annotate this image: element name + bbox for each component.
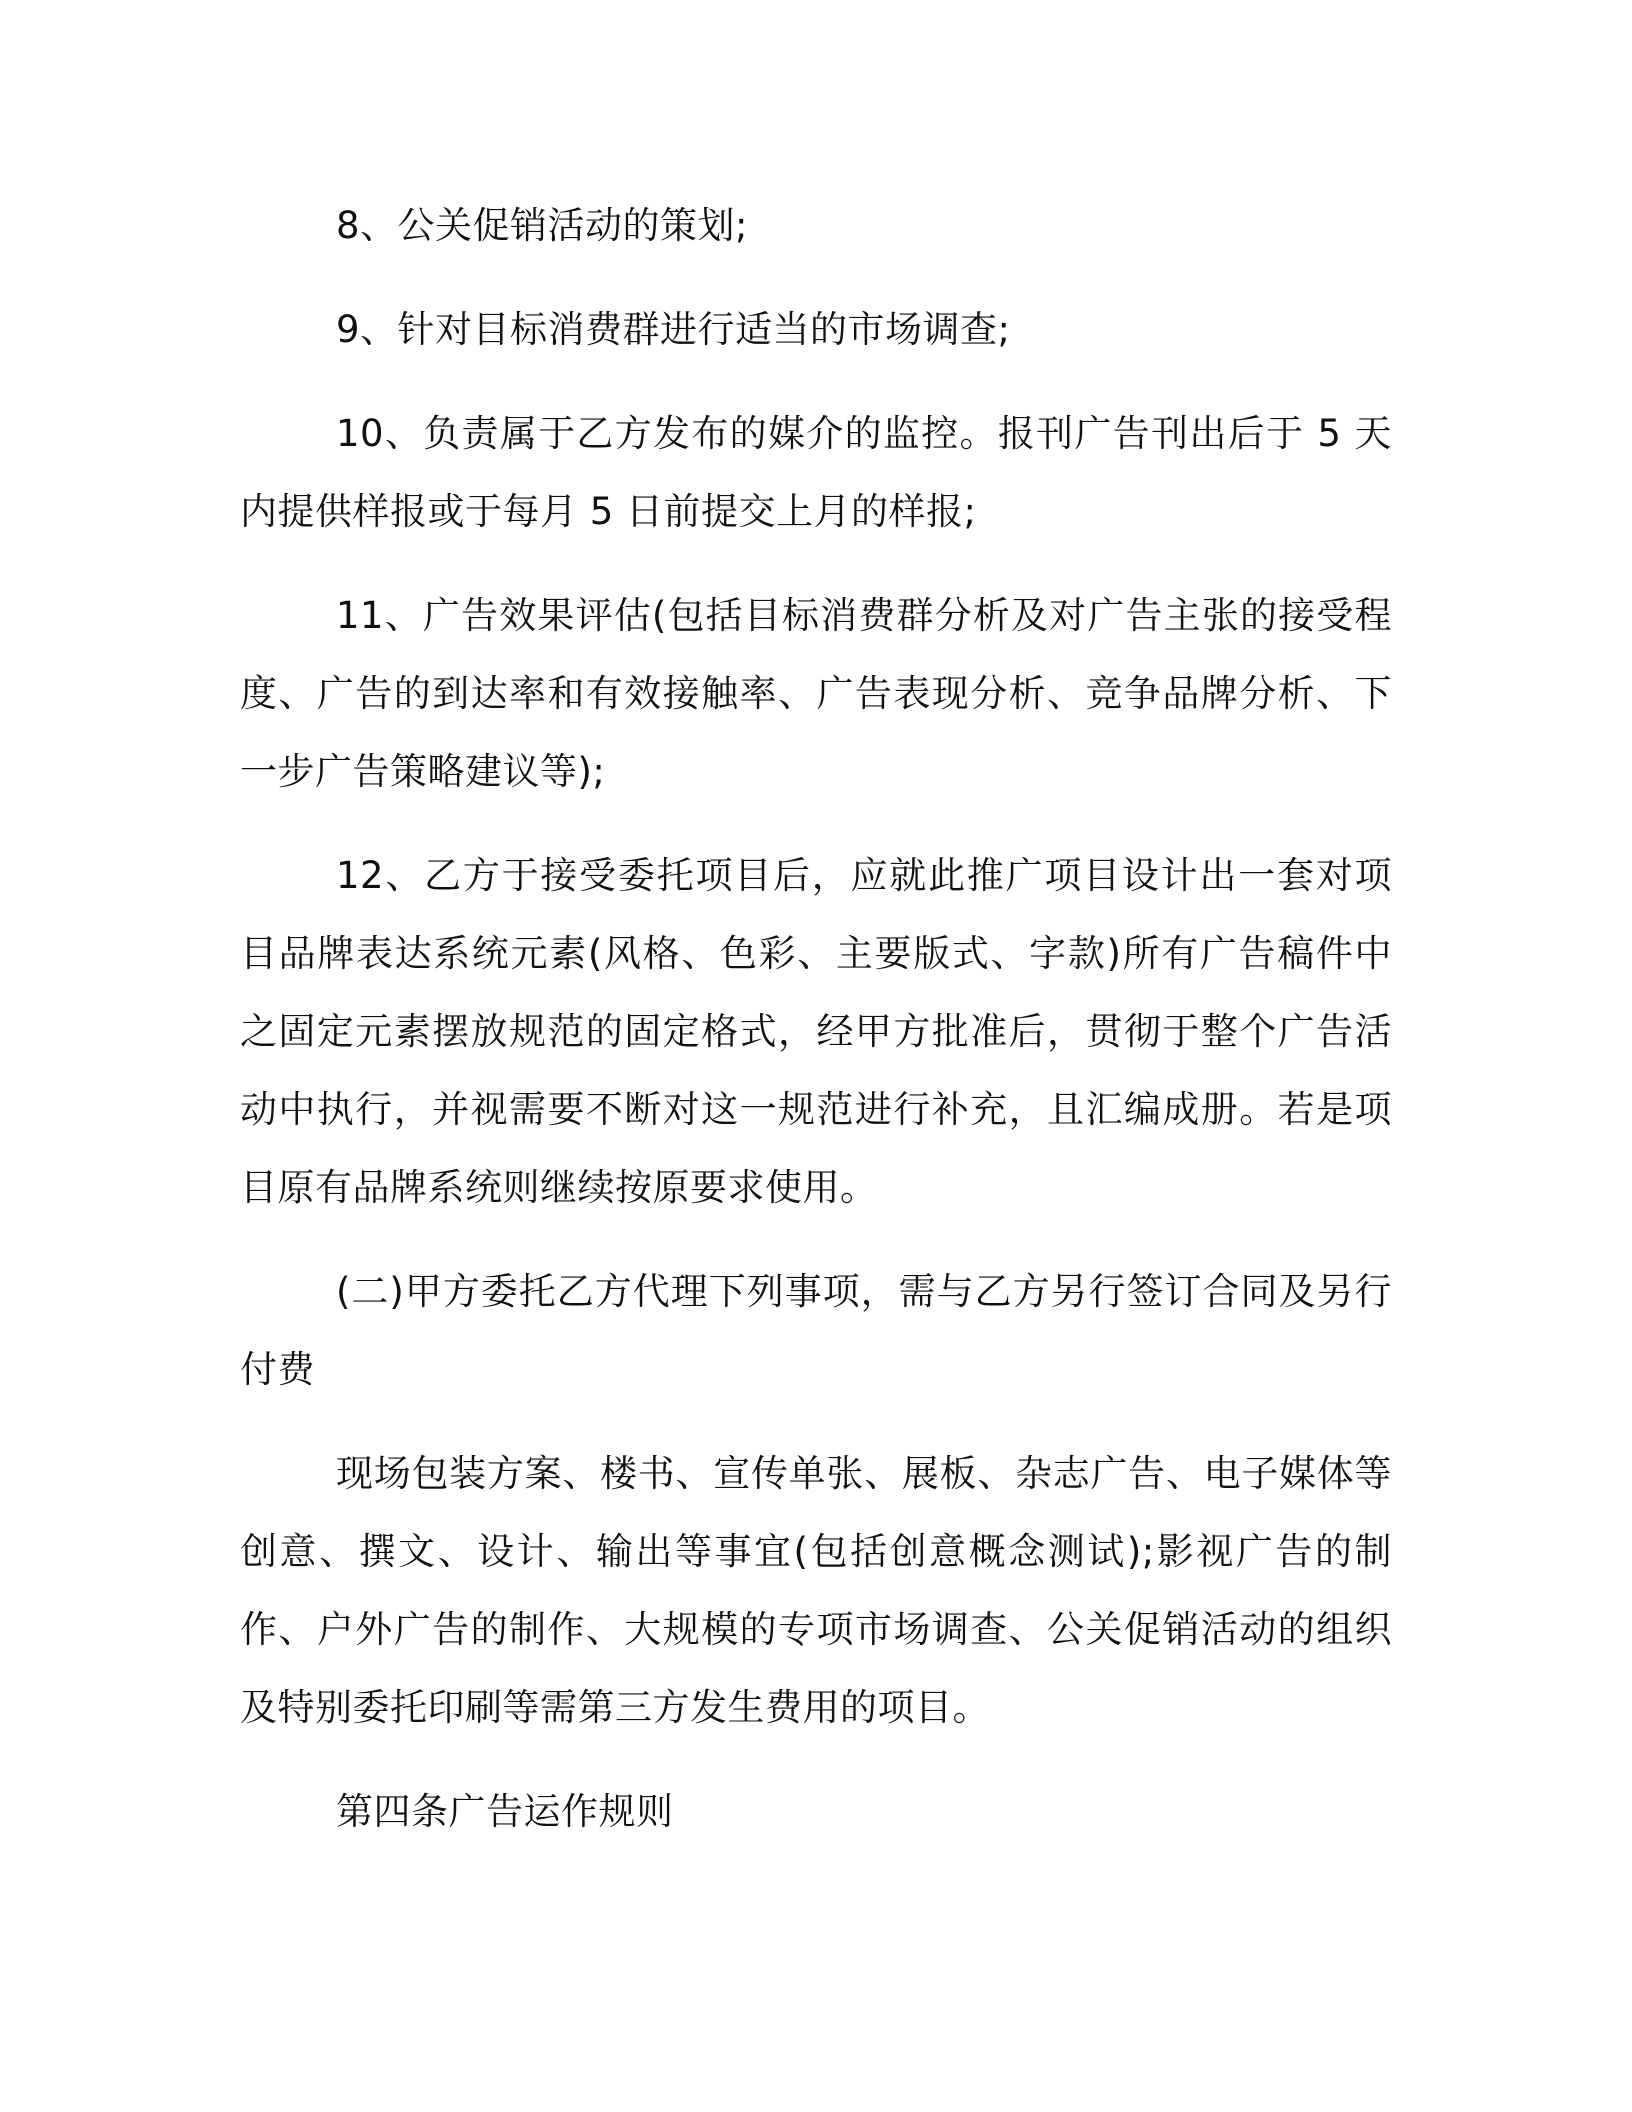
paragraph-item-10: 10、负责属于乙方发布的媒介的监控。报刊广告刊出后于 5 天内提供样报或于每月 5 日前提交上月的样报; bbox=[240, 412, 1392, 533]
paragraph-section-2: (二)甲方委托乙方代理下列事项，需与乙方另行签订合同及另行付费 bbox=[240, 1270, 1392, 1391]
paragraph-item-8: 8、公关促销活动的策划; bbox=[336, 204, 749, 247]
paragraph-item-11: 11、广告效果评估(包括目标消费群分析及对广告主张的接受程度、广告的到达率和有效接触率、广告表现分析、竞争品牌分析、下一步广告策略建议等); bbox=[240, 594, 1392, 793]
paragraph-entrusted-items: 现场包装方案、楼书、宣传单张、展板、杂志广告、电子媒体等创意、撰文、设计、输出等事宜(包括创意概念测试);影视广告的制作、户外广告的制作、大规模的专项市场调查、公关促销活动的组织及特别委托印刷等需第三方发生费用的项目。 bbox=[240, 1452, 1392, 1729]
section-heading-article-4: 第四条广告运作规则 bbox=[336, 1790, 674, 1833]
document-body bbox=[240, 187, 1392, 1877]
paragraph-item-9: 9、针对目标消费群进行适当的市场调查; bbox=[336, 308, 1011, 351]
paragraph-item-12: 12、乙方于接受委托项目后，应就此推广项目设计出一套对项目品牌表达系统元素(风格、色彩、主要版式、字款)所有广告稿件中之固定元素摆放规范的固定格式，经甲方批准后，贯彻于整个广告活动中执行，并视需要不断对这一规范进行补充，且汇编成册。若是项目原有品牌系统则继续按原要求使用。 bbox=[240, 854, 1392, 1209]
